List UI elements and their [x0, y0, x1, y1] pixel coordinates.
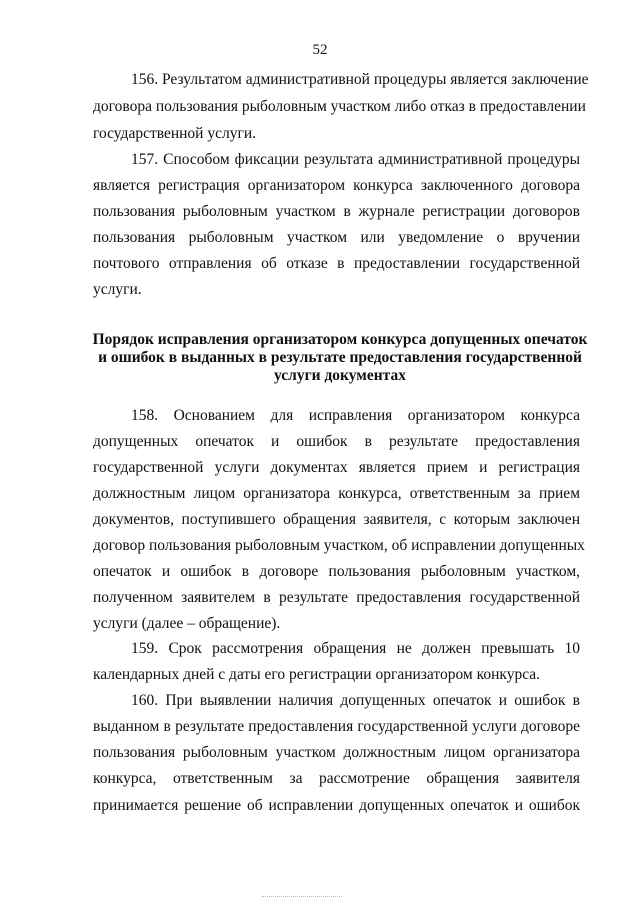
scan-artifact — [262, 896, 342, 898]
text-line: должностным лицом организатора конкурса, ответственным за прием — [93, 485, 580, 502]
text-line: 160. При выявлении наличия допущенных опечаток и ошибок в — [131, 692, 580, 709]
text-line: календарных дней с даты его регистрации организатором конкурса. — [93, 666, 541, 683]
text-line: 159. Срок рассмотрения обращения не должен превышать 10 — [131, 640, 580, 657]
text-line: договор пользования рыболовным участком, об исправлении допущенных — [93, 537, 585, 554]
text-line: опечаток и ошибок в договоре пользования рыболовным участком, — [93, 563, 580, 580]
text-line: государственной услуги документах является прием и регистрация — [93, 459, 580, 476]
text-line: пользования рыболовным участком должностным лицом организатора — [93, 744, 580, 761]
text-line: полученном заявителем в результате предоставления государственной — [93, 589, 580, 606]
text-line: 156. Результатом административной процедуры является заключение — [131, 71, 589, 88]
text-line: почтового отправления об отказе в предоставлении государственной — [93, 255, 580, 272]
text-line: документов, поступившего обращения заявителя, с которым заключен — [93, 511, 580, 528]
text-line: услуги (далее – обращение). — [93, 615, 281, 632]
heading-line: Порядок исправления организатором конкурса допущенных опечаток — [92, 331, 588, 348]
text-line: пользования рыболовным участком или уведомление о вручении — [93, 229, 580, 246]
text-line: допущенных опечаток и ошибок в результате предоставления — [93, 433, 580, 450]
heading-line: услуги документах — [274, 367, 406, 384]
text-line: договора пользования рыболовным участком либо отказ в предоставлении — [93, 98, 586, 115]
text-line: услуги. — [93, 281, 142, 298]
text-line: государственной услуги. — [93, 125, 256, 142]
text-line: 157. Способом фиксации результата административной процедуры — [131, 151, 580, 168]
text-line: является регистрация организатором конкурса заключенного договора — [93, 177, 580, 194]
text-line: принимается решение об исправлении допущенных опечаток и ошибок — [93, 797, 580, 814]
text-line: выданном в результате предоставления государственной услуги договоре — [93, 718, 580, 735]
page-number: 52 — [312, 42, 328, 58]
text-line: 158. Основанием для исправления организатором конкурса — [131, 407, 580, 424]
heading-line: и ошибок в выданных в результате предоставления государственной — [98, 349, 582, 366]
text-line: конкурса, ответственным за рассмотрение обращения заявителя — [93, 770, 580, 787]
text-line: пользования рыболовным участком в журнале регистрации договоров — [93, 203, 580, 220]
